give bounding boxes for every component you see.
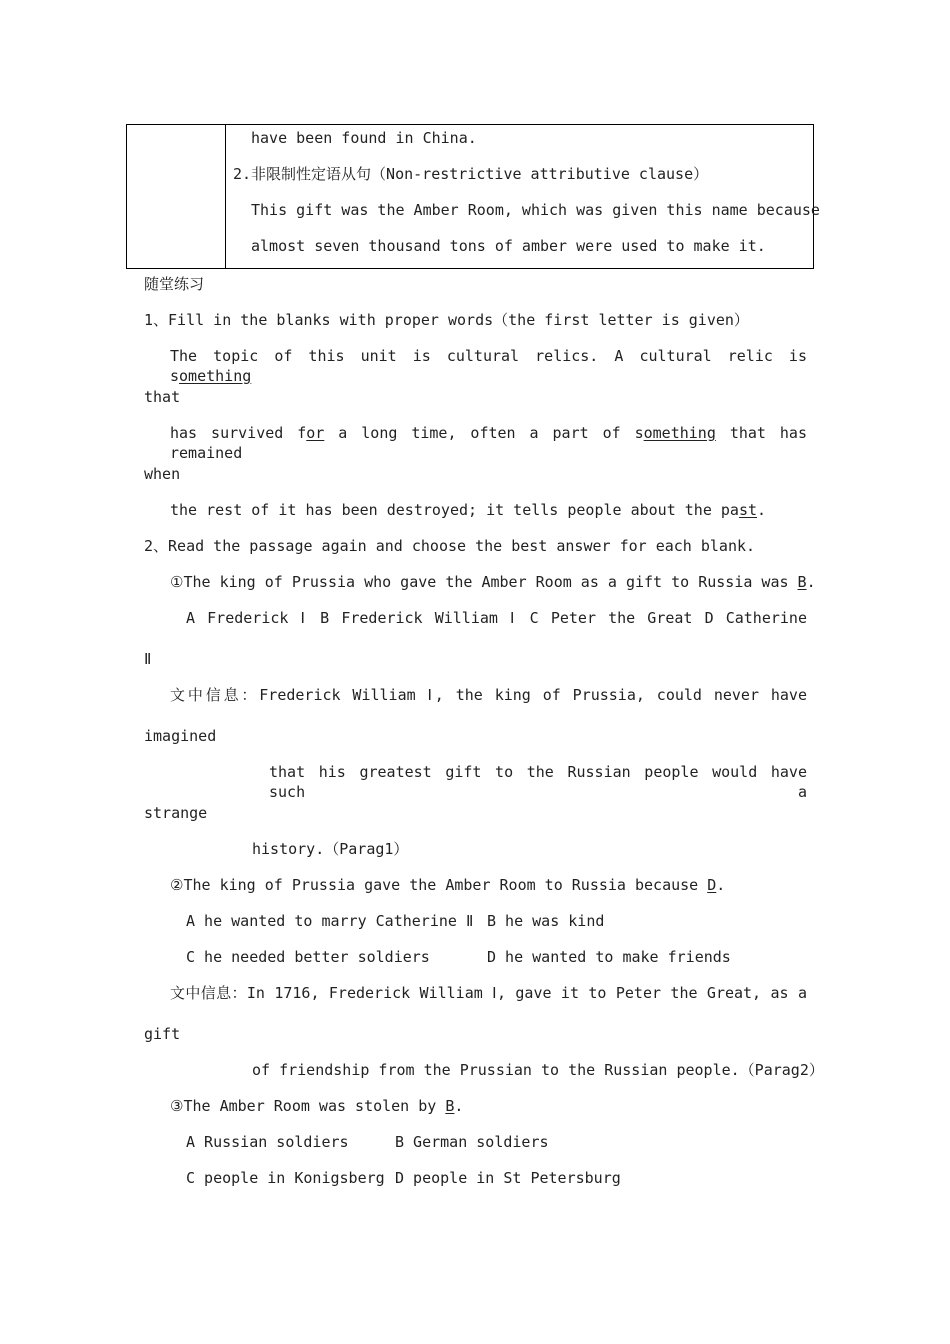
q2-heading: 2、Read the passage again and choose the best answer for each blank. xyxy=(144,537,756,555)
blank-answer: omething xyxy=(179,367,252,385)
q1-paragraph-line-2: has survived for a long time, often a part of something that has remained xyxy=(170,424,807,462)
q2-item-3-option-d: D people in St Petersburg xyxy=(395,1169,621,1187)
q2-item-3-stem: ③The Amber Room was stolen by B. xyxy=(170,1097,464,1115)
answer-mark: B xyxy=(445,1097,455,1115)
q2-item-1-info-c: history.（Parag1） xyxy=(252,840,409,858)
q2-item-3-option-a: A Russian soldiers xyxy=(186,1133,349,1151)
q1-heading: 1、Fill in the blanks with proper words（the first letter is given） xyxy=(144,311,749,329)
blank-answer: st xyxy=(738,501,758,519)
answer-mark: D xyxy=(707,876,717,894)
q2-item-1-stem: ①The king of Prussia who gave the Amber Room as a gift to Russia was B. xyxy=(170,573,816,591)
q2-item-2-option-b: B he was kind xyxy=(487,912,605,930)
q2-item-1-info-b-wrap: strange xyxy=(144,804,208,822)
section-title: 随堂练习 xyxy=(144,275,205,293)
q2-item-2-info-wrap: gift xyxy=(144,1025,181,1043)
q1-paragraph-line-1: The topic of this unit is cultural relics. A cultural relic is something xyxy=(170,347,807,385)
table-line-2: 2.非限制性定语从句（Non-restrictive attributive clause） xyxy=(233,165,709,183)
q2-item-2-info-a: 文中信息：In 1716, Frederick William Ⅰ, gave it to Peter the Great, as a xyxy=(170,984,807,1002)
q2-item-1-info-a: 文中信息：Frederick William Ⅰ, the king of Prussia, could never have xyxy=(170,686,807,704)
q2-item-2-stem: ②The king of Prussia gave the Amber Room to Russia because D. xyxy=(170,876,726,894)
blank-answer: or xyxy=(306,424,325,442)
q2-item-1-options: A Frederick Ⅰ B Frederick William Ⅰ C Peter the Great D Catherine xyxy=(186,609,807,627)
q2-item-3-option-b: B German soldiers xyxy=(395,1133,549,1151)
q2-item-2-option-a: A he wanted to marry Catherine Ⅱ xyxy=(186,912,474,930)
table-divider xyxy=(225,124,226,269)
q2-item-1-wrap: Ⅱ xyxy=(144,650,152,668)
q2-item-1-info-b: that his greatest gift to the Russian people would have such a xyxy=(269,763,807,801)
q2-item-2-option-d: D he wanted to make friends xyxy=(487,948,731,966)
q2-item-3-option-c: C people in Konigsberg xyxy=(186,1169,385,1187)
table-line-4: almost seven thousand tons of amber were used to make it. xyxy=(251,237,766,255)
blank-answer: omething xyxy=(643,424,716,442)
q1-paragraph-line-3: the rest of it has been destroyed; it tells people about the past. xyxy=(170,501,767,519)
q2-item-2-info-b: of friendship from the Prussian to the Russian people.（Parag2） xyxy=(252,1061,824,1079)
answer-mark: B xyxy=(797,573,807,591)
q2-item-2-option-c: C he needed better soldiers xyxy=(186,948,430,966)
q1-wrap-1: that xyxy=(144,388,181,406)
table-line-3: This gift was the Amber Room, which was given this name because xyxy=(251,201,820,219)
table-line-1: have been found in China. xyxy=(251,129,477,147)
q2-item-1-info-a-wrap: imagined xyxy=(144,727,217,745)
q1-wrap-2: when xyxy=(144,465,181,483)
